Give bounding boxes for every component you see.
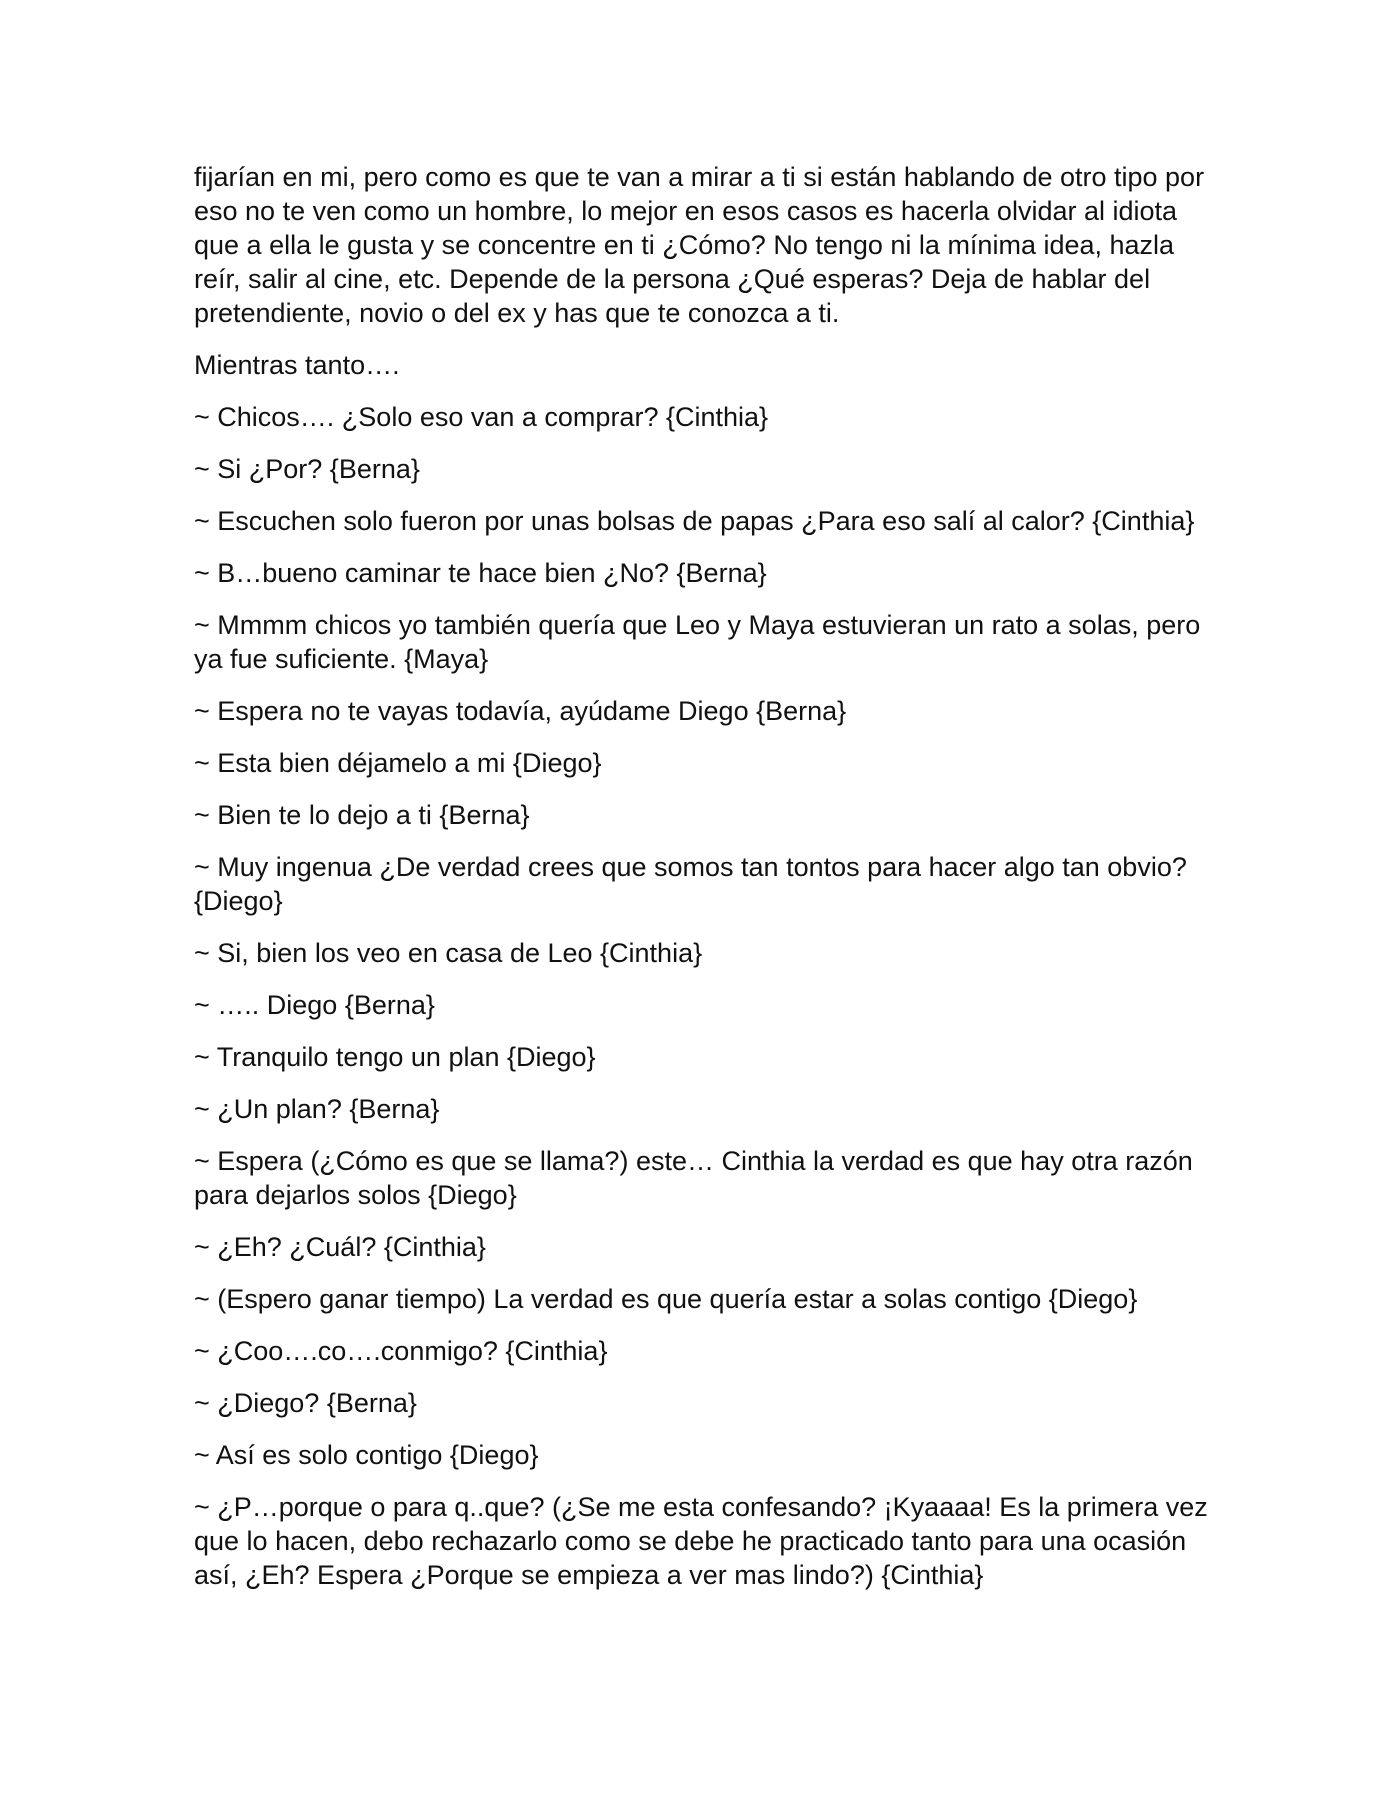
dialogue-line: ~ Espera no te vayas todavía, ayúdame Diego {Berna} — [194, 696, 847, 726]
dialogue-line: ~ Si ¿Por? {Berna} — [194, 454, 420, 484]
dialogue-line: ~ ¿P…porque o para q..que? (¿Se me esta confesando? ¡Kyaaaa! Es la primera vez que lo hacen, debo rechazarlo como se debe he practicado tanto para una ocasión así, ¿Eh? Espera ¿Porque se empieza a ver mas lindo?) {Cinthia} — [194, 1492, 1208, 1590]
transition-line: Mientras tanto…. — [194, 350, 400, 380]
dialogue-line: ~ Tranquilo tengo un plan {Diego} — [194, 1042, 596, 1072]
dialogue-line: ~ ¿Coo….co….conmigo? {Cinthia} — [194, 1336, 608, 1366]
dialogue-line: ~ ¿Eh? ¿Cuál? {Cinthia} — [194, 1232, 486, 1262]
dialogue-line: ~ ¿Diego? {Berna} — [194, 1388, 417, 1418]
dialogue-line: ~ Espera (¿Cómo es que se llama?) este… Cinthia la verdad es que hay otra razón para dejarlos solos {Diego} — [194, 1146, 1193, 1210]
dialogue-line: ~ B…bueno caminar te hace bien ¿No? {Berna} — [194, 558, 767, 588]
page-body — [194, 160, 1214, 1610]
dialogue-line: ~ ….. Diego {Berna} — [194, 990, 435, 1020]
intro-paragraph: fijarían en mi, pero como es que te van a mirar a ti si están hablando de otro tipo por eso no te ven como un hombre, lo mejor en esos casos es hacerla olvidar al idiota que a ella le gusta y se concentre en ti ¿Cómo? No tengo ni la mínima idea, hazla reír, salir al cine, etc. Depende de la persona ¿Qué esperas? Deja de hablar del pretendiente, novio o del ex y has que te conozca a ti. — [194, 162, 1205, 328]
dialogue-line: ~ Bien te lo dejo a ti {Berna} — [194, 800, 530, 830]
dialogue-line: ~ Mmmm chicos yo también quería que Leo y Maya estuvieran un rato a solas, pero ya fue suficiente. {Maya} — [194, 610, 1201, 674]
dialogue-line: ~ (Espero ganar tiempo) La verdad es que quería estar a solas contigo {Diego} — [194, 1284, 1138, 1314]
dialogue-line: ~ Chicos…. ¿Solo eso van a comprar? {Cinthia} — [194, 402, 769, 432]
dialogue-line: ~ Así es solo contigo {Diego} — [194, 1440, 539, 1470]
dialogue-line: ~ ¿Un plan? {Berna} — [194, 1094, 440, 1124]
dialogue-line: ~ Esta bien déjamelo a mi {Diego} — [194, 748, 602, 778]
dialogue-line: ~ Si, bien los veo en casa de Leo {Cinthia} — [194, 938, 703, 968]
dialogue-line: ~ Escuchen solo fueron por unas bolsas de papas ¿Para eso salí al calor? {Cinthia} — [194, 506, 1195, 536]
dialogue-line: ~ Muy ingenua ¿De verdad crees que somos tan tontos para hacer algo tan obvio? {Diego} — [194, 852, 1187, 916]
